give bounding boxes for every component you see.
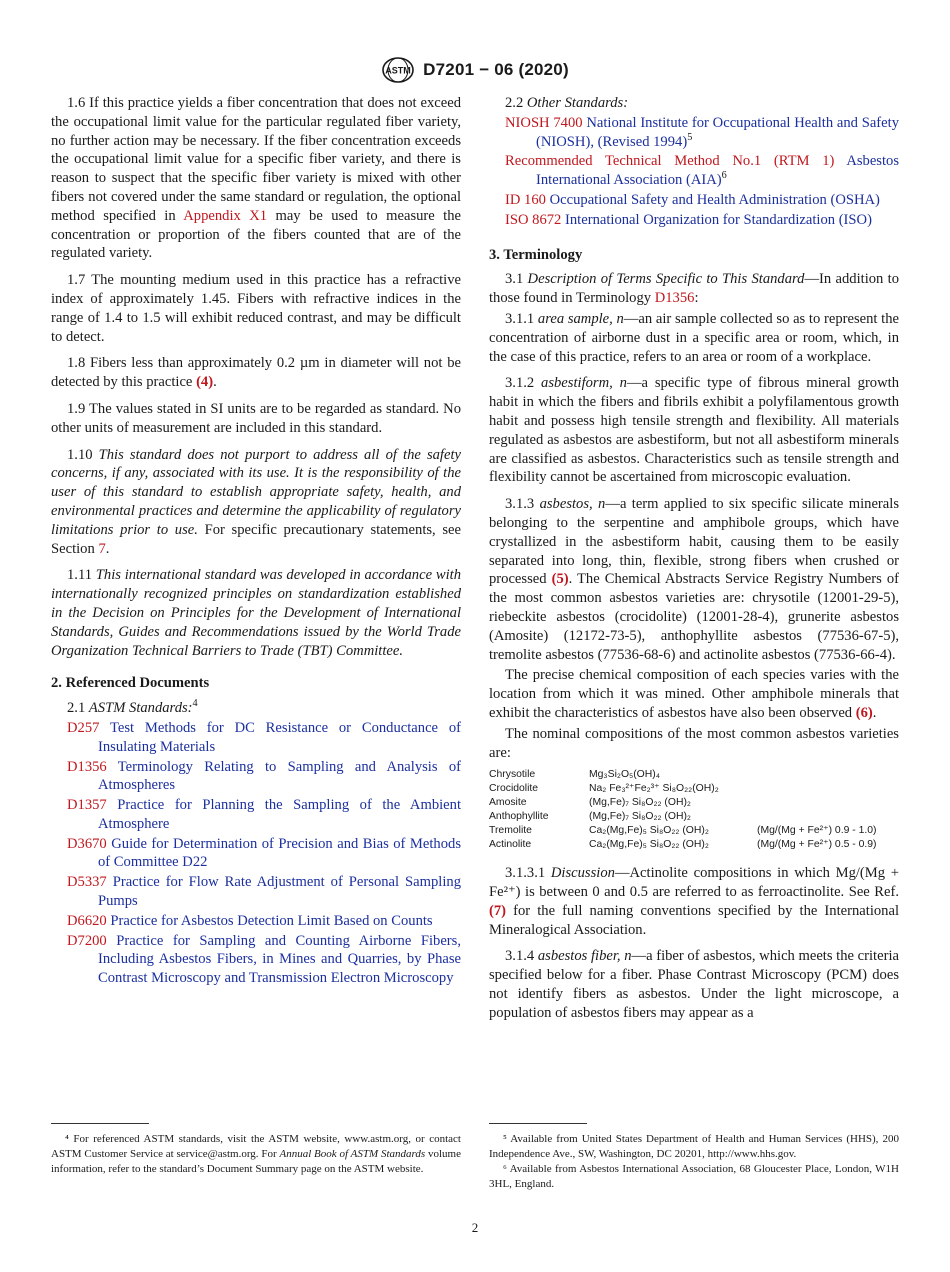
table-row: Actinolite Ca₂(Mg,Fe)₅ Si₈O₂₂ (OH)₂ (Mg/(Mg + Fe²⁺) 0.5 - 0.9) [489,839,877,851]
appendix-x1-link[interactable]: Appendix X1 [183,207,268,224]
table-row: Chrysotile Mg₃Si₂O₅(OH)₄ [489,769,660,781]
composition-table [489,768,877,852]
para-1-8: 1.8 Fibers less than approximately 0.2 µm in diameter will not be detected by this practice (4). [51,355,461,391]
page-header [0,55,950,85]
citation-5-link[interactable]: (5) [551,571,569,588]
table-row: Amosite (Mg,Fe)₇ Si₈O₂₂ (OH)₂ [489,797,691,809]
para-precise-composition: The precise chemical composition of each species varies with the location from which it was mined. Other amphibole minerals that exhibit the characteristics of asbestos have also been observed (6). [489,667,899,721]
footnote-rule-right [489,1123,587,1124]
para-3-1: 3.1 Description of Terms Specific to This Standard—In addition to those found in Terminology D1356: [489,271,899,307]
citation-7-link[interactable]: (7) [489,902,507,919]
para-3-1-2: 3.1.2 asbestiform, n—a specific type of fibrous mineral growth habit in which the fibers and fibrils exhibit a polyfilamentous growth habit and possess high tensile strength and flexibility. All materials regulated as asbestos are asbestiform, but not all asbestiform minerals are classified as asbestos. Characteristics such as tensile strength and flexibility cannot be ascertained from microscopic evaluation. [489,375,899,486]
para-3-1-1: 3.1.1 area sample, n—an air sample collected so as to represent the concentration of airborne dust in a specific area or room, which, in the case of this practice, refers to an area or room of a workplace. [489,310,900,365]
standard-item-niosh-7400[interactable]: NIOSH 7400 National Institute for Occupational Health and Safety (NIOSH), (Revised 1994)$^5$ [505,114,899,150]
other-standards-subheading: 2.2 Other Standards: [505,95,629,111]
footnotes-left [51,1132,461,1177]
footnotes-right [489,1132,899,1192]
right-column [489,94,899,1031]
standard-item-d7200[interactable]: D7200 Practice for Sampling and Counting Airborne Fibers, Including Asbestos Fibers, in Mines and Quarries, by Phase Contrast Microscopy and Transmission Electron Microscopy [67,932,461,987]
para-3-1-3-1: 3.1.3.1 Discussion—Actinolite compositions in which Mg/(Mg + Fe²⁺) is between 0 and 0.5 are referred to as ferroactinolite. See Ref. (7) for the full naming conventions specified by the International Mineralogical Association. [489,865,900,938]
para-1-6: 1.6 If this practice yields a fiber concentration that does not exceed the occupational limit value for the particular regulated fiber variety, no further action may be necessary. If the fiber concentration exceeds the occupational limit value for a specific fiber variety, and there is reason to suspect that the specific fiber variety is mixed with other fibers not covered under the same standard or regulation, the optional method specified in Appendix X1 may be used to measure the concentration or proportion of the fibers counted that are of the regulated variety. [51,95,461,262]
left-column [51,94,461,989]
citation-6-link[interactable]: (6) [855,704,873,721]
footnote-6: ⁶ Available from Asbestos International Association, 68 Gloucester Place, London, W1H 3HL, England. [489,1163,899,1190]
document-id: D7201 − 06 (2020) [423,60,569,79]
astm-logo-icon [381,56,415,84]
citation-4-link[interactable]: (4) [196,374,214,391]
standard-item-d1357[interactable]: D1357 Practice for Planning the Sampling of the Ambient Atmosphere [67,797,461,832]
para-3-1-4: 3.1.4 asbestos fiber, n—a fiber of asbestos, which meets the criteria specified below for a fiber. Phase Contrast Microscopy (PCM) does not identify fibers as asbestos. Under the light microscope, a population of asbestos fibers may appear as a [489,948,899,1021]
table-row: Tremolite Ca₂(Mg,Fe)₅ Si₈O₂₂ (OH)₂ (Mg/(Mg + Fe²⁺) 0.9 - 1.0) [489,825,877,837]
para-3-1-3: 3.1.3 asbestos, n—a term applied to six specific silicate minerals belonging to the serpentine and amphibole groups, which have crystallized in the asbestiform habit, causing them to be easily separated into long, thin, flexible, strong fibers when crushed or processed (5). The Chemical Abstracts Service Registry Numbers of the most common asbestos varieties are: chrysotile (12001-29-5), riebeckite asbestos (crocidolite) (12001-28-4), grunerite asbestos (Amosite) (12172-73-5), anthophyllite asbestos (77536-67-5), tremolite asbestos (77536-68-6) and actinolite asbestos (77536-66-4). [489,496,900,663]
para-1-9: 1.9 The values stated in SI units are to be regarded as standard. No other units of measurement are included in this standard. [51,400,461,436]
standard-item-rtm-1[interactable]: Recommended Technical Method No.1 (RTM 1) Asbestos International Association (AIA)$^6$ [505,153,900,189]
astm-standards-subheading: 2.1 ASTM Standards:$^4$ [67,698,198,717]
d1356-link[interactable]: D1356 [654,290,695,307]
para-1-7: 1.7 The mounting medium used in this practice has a refractive index of approximately 1.45. Fibers with refractive indices in the range of 1.4 to 1.5 will exhibit reduced contrast, and may be difficult to detect. [51,272,461,345]
footnote-4: ⁴ For referenced ASTM standards, visit the ASTM website, www.astm.org, or contact ASTM Customer Service at service@astm.org. For Annual Book of ASTM Standards volume information, refer to the standard’s Document Summary page on the ASTM website. [51,1133,461,1175]
other-standards-list [489,114,899,230]
page-number: 2 [471,1220,479,1235]
standard-item-iso-8672[interactable]: ISO 8672 International Organization for Standardization (ISO) [505,211,872,228]
section-3-heading: 3. Terminology [489,246,583,263]
standard-item-d6620[interactable]: D6620 Practice for Asbestos Detection Limit Based on Counts [67,912,433,929]
section-2-heading: 2. Referenced Documents [51,675,210,692]
para-nominal-compositions: The nominal compositions of the most common asbestos varieties are: [489,725,899,761]
standard-item-d1356[interactable]: D1356 Terminology Relating to Sampling and Analysis of Atmospheres [67,758,462,794]
footnote-5: ⁵ Available from United States Department of Health and Human Services (HHS), 200 Independence Ave., SW, Washington, DC 20201, http://www.hhs.gov. [489,1133,899,1160]
astm-standards-list [51,719,461,988]
logo-text: ASTM [385,65,411,76]
standard-item-d3670[interactable]: D3670 Guide for Determination of Precision and Bias of Methods of Committee D22 [67,835,461,871]
footnote-rule-left [51,1123,149,1124]
standard-item-d5337[interactable]: D5337 Practice for Flow Rate Adjustment of Personal Sampling Pumps [67,874,461,910]
para-1-10: 1.10 This standard does not purport to address all of the safety concerns, if any, associated with its use. It is the responsibility of the user of this standard to establish appropriate safety, health, and environmental practices and determine the applicability of regulatory limitations prior to use. For specific precautionary statements, see Section 7. [51,446,461,557]
para-1-11: 1.11 This international standard was developed in accordance with internationally recognized principles on standardization established in the Decision on Principles for the Development of International Standards, Guides and Recommendations issued by the World Trade Organization Technical Barriers to Trade (TBT) Committee. [51,567,461,659]
standard-item-d257[interactable]: D257 Test Methods for DC Resistance or Conductance of Insulating Materials [67,719,461,755]
table-row: Crocidolite Na₂ Fe₃²⁺Fe₂³⁺ Si₈O₂₂(OH)₂ [489,783,719,795]
standard-item-id-160[interactable]: ID 160 Occupational Safety and Health Administration (OSHA) [505,191,880,208]
table-row: Anthophyllite (Mg,Fe)₇ Si₈O₂₂ (OH)₂ [489,811,691,823]
section-7-link[interactable]: 7 [98,540,106,557]
